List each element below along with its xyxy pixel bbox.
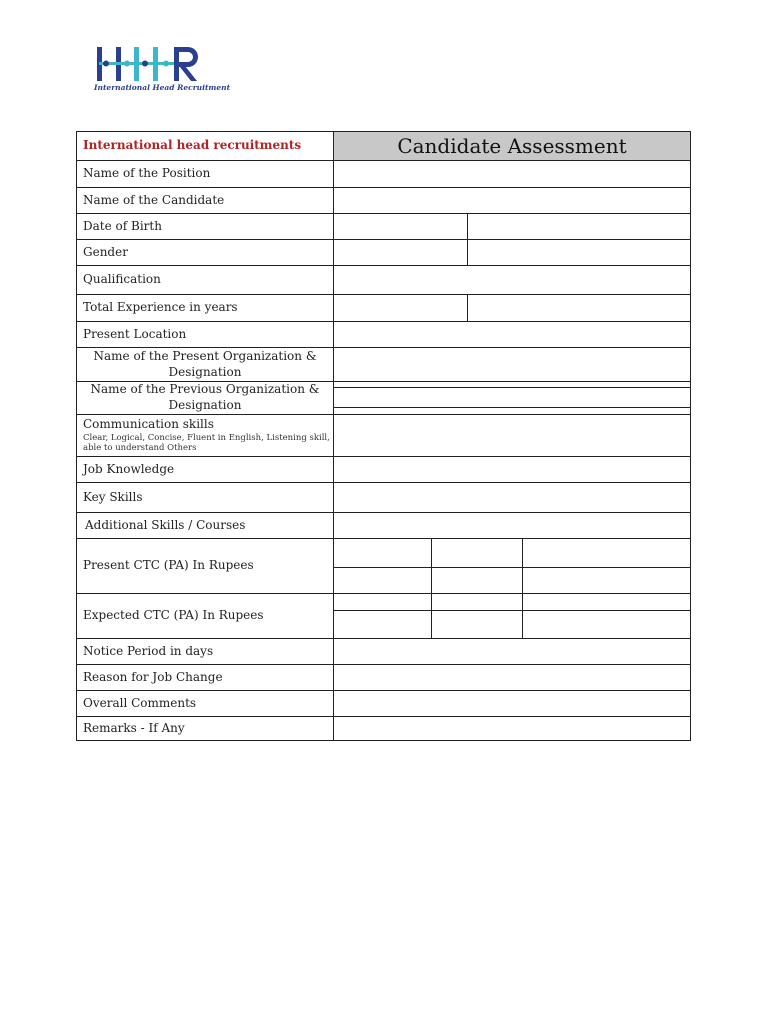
communication-note: Clear, Logical, Concise, Fluent in English, Listening skill, able to understand Others xyxy=(83,432,330,454)
label-qualification: Qualification xyxy=(77,266,334,294)
label-comments: Overall Comments xyxy=(77,691,334,716)
input-qualification[interactable] xyxy=(334,266,690,294)
label-job-knowledge: Job Knowledge xyxy=(77,457,334,482)
label-dob: Date of Birth xyxy=(77,214,334,239)
input-expected-ctc[interactable] xyxy=(334,594,690,638)
input-experience-2[interactable] xyxy=(468,295,690,321)
label-experience: Total Experience in years xyxy=(77,295,334,321)
row-qualification xyxy=(77,265,690,294)
label-position: Name of the Position xyxy=(77,161,334,187)
input-experience-1[interactable] xyxy=(334,295,467,321)
label-remarks: Remarks - If Any xyxy=(77,717,334,740)
input-location[interactable] xyxy=(334,322,690,347)
input-remarks[interactable] xyxy=(334,717,690,740)
input-gender-2[interactable] xyxy=(468,240,690,265)
brand-cell xyxy=(77,132,334,160)
input-additional-skills[interactable] xyxy=(334,513,690,538)
row-additional-skills xyxy=(77,512,690,538)
label-present-ctc: Present CTC (PA) In Rupees xyxy=(77,539,334,593)
input-key-skills[interactable] xyxy=(334,483,690,512)
input-notice[interactable] xyxy=(334,639,690,664)
row-dob xyxy=(77,213,690,239)
row-candidate xyxy=(77,187,690,213)
label-additional-skills: Additional Skills / Courses xyxy=(77,513,334,538)
brand-label: International head recruitments xyxy=(83,138,302,153)
label-notice: Notice Period in days xyxy=(77,639,334,664)
input-present-org[interactable] xyxy=(334,348,690,381)
label-key-skills: Key Skills xyxy=(77,483,334,512)
label-reason: Reason for Job Change xyxy=(77,665,334,690)
row-key-skills xyxy=(77,482,690,512)
input-position[interactable] xyxy=(334,161,690,187)
row-communication xyxy=(77,414,690,456)
row-job-knowledge xyxy=(77,456,690,482)
row-present-ctc xyxy=(77,538,690,593)
input-communication[interactable] xyxy=(334,415,690,456)
label-communication: Communication skills xyxy=(83,417,214,432)
label-present-org: Name of the Present Organization & Designation xyxy=(77,348,334,381)
input-present-ctc[interactable] xyxy=(334,539,690,593)
row-position xyxy=(77,160,690,187)
label-candidate: Name of the Candidate xyxy=(77,188,334,213)
input-reason[interactable] xyxy=(334,665,690,690)
label-communication-cell xyxy=(77,415,334,456)
row-notice xyxy=(77,638,690,664)
row-previous-org xyxy=(77,381,690,414)
row-location xyxy=(77,321,690,347)
input-dob-1[interactable] xyxy=(334,214,467,239)
form-title: Candidate Assessment xyxy=(334,132,690,160)
row-expected-ctc xyxy=(77,593,690,638)
input-previous-org[interactable] xyxy=(334,382,690,414)
row-reason xyxy=(77,664,690,690)
input-dob-2[interactable] xyxy=(468,214,690,239)
label-expected-ctc: Expected CTC (PA) In Rupees xyxy=(77,594,334,638)
input-gender-1[interactable] xyxy=(334,240,467,265)
input-comments[interactable] xyxy=(334,691,690,716)
row-experience xyxy=(77,294,690,321)
row-comments xyxy=(77,690,690,716)
input-candidate[interactable] xyxy=(334,188,690,213)
label-previous-org: Name of the Previous Organization & Designation xyxy=(77,382,334,414)
row-present-org xyxy=(77,347,690,381)
label-gender: Gender xyxy=(77,240,334,265)
input-job-knowledge[interactable] xyxy=(334,457,690,482)
label-location: Present Location xyxy=(77,322,334,347)
row-remarks xyxy=(77,716,690,740)
logo-caption: International Head Recruitment xyxy=(94,83,231,92)
candidate-assessment-form xyxy=(76,131,691,741)
header-row xyxy=(77,132,690,160)
row-gender xyxy=(77,239,690,265)
